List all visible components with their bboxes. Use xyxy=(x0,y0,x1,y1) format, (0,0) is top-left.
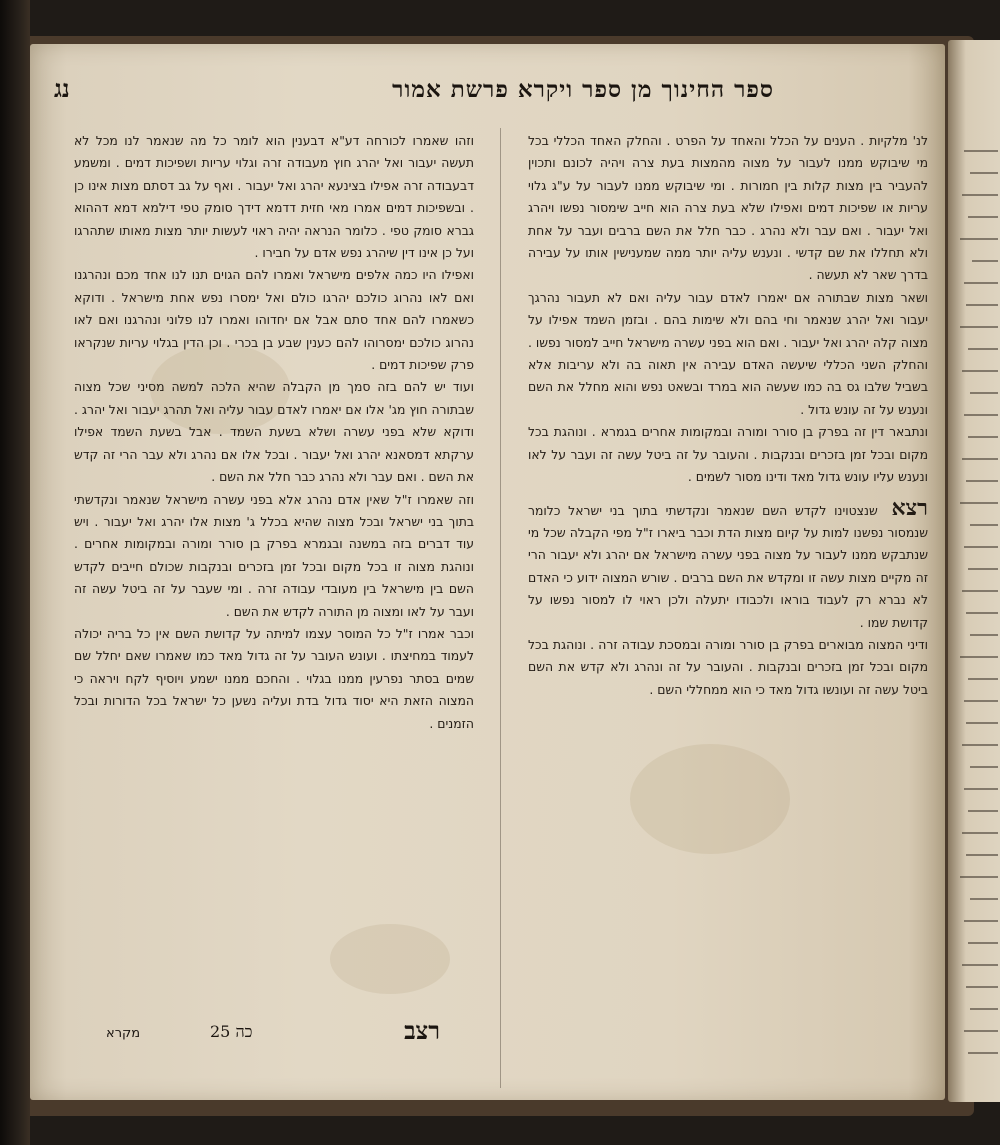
section-lead-word: רצא xyxy=(891,494,928,521)
paragraph: וזה שאמרו ז"ל שאין אדם נהרג אלא בפני עשרה מישראל שנאמר ונקדשתי בתוך בני ישראל ובכל מצוה שהיא בכלל ג' מצות אלו יהרג ואל יעבור . ויש עוד דברים בזה במשנה ובגמרא בפרק בן סורר ומורה ובמקומות אחרים . ונוהגת מצוה זו בכל מקום ובכל זמן בזכרים ובנקבות שכולם חייבים לקדש השם בין מישראל בין מעובדי עבודה זרה . ומי שעבר על זה ביטל עשה זה ועבר על לאו ומצוה מן התורה לקדש את השם . xyxy=(74,491,474,619)
paragraph: ואפילו היו כמה אלפים מישראל ואמרו להם הגוים תנו לנו אחד מכם ונהרגנו ואם לאו נהרוג כולכם יהרגו כולם ואל ימסרו נפש אחת מישראל . ודוקא כשאמרו להם אחד סתם אבל אם יחדוהו ואמרו לנו פלוני ונהרגנו ואם לאו נהרוג כולכם ימסרוהו להם כענין שבע בן בכרי . וכן הדין בגלוי עריות שנקראו פרק שפיכות דמים . xyxy=(74,267,474,373)
catchword: מקרא xyxy=(106,1026,141,1041)
paragraph xyxy=(528,494,928,634)
page-footer xyxy=(60,1016,480,1056)
paragraph: ושאר מצות שבתורה אם יאמרו לאדם עבור עליה ואם לא תעבור נהרגך יעבור ואל יהרג שנאמר וחי בהם ולא שימות בהם . ובזמן השמד אפילו על מצוה קלה יהרג ואל יעבור . ואם הוא בפני עשרה מישראל חייב למסור נפשו . והחלק השני הכללי שיעשה האדם עבירה אין תאוה בה ולא עריבות אלא בשביל שלבו גס בה כמו שעשה הוא במרד ובשאט נפש והוא מחלל את השם ונענש על זה עונש גדול . xyxy=(528,289,928,417)
paragraph: לנ' מלקיות . הענים על הכלל והאחד על הפרט . והחלק האחד הכללי בכל מי שיבוקש ממנו לעבור על מצוה מהמצות בעת צרה ויהיה לכונם ותכוין להעביר בין מצות קלות בין חמורות . ומי שיבוקש ממנו לעבור על ע"ג גלוי עריות או שפיכות דמים ואפילו שלא בעת צרה הוא חייב שימסור נפשו ויהרג ואל יעבור . ואם עבר ולא נהרג . כבר חלל את השם ברבים ועבר על אחת ולא תחללו את שם קדשי . ונענש עליה יותר ממה שמענישין אותו על עבירה בדרך שאר לא תעשה . xyxy=(528,133,928,283)
page-number: נג xyxy=(54,74,70,103)
column-divider xyxy=(500,128,501,1088)
paragraph: ועוד יש להם בזה סמך מן הקבלה שהיא הלכה למשה מסיני שכל מצוה שבתורה חוץ מג' אלו אם יאמרו לאדם עבור עליה ואל תהרג יעבור ואל יהרג . ודוקא שלא בפני עשרה ושלא בשעת השמד . אבל בשעת השמד אפילו ערקתא דמסאנא יהרג ואל יעבור . ובכל אלו אם נהרג ולא עבר הרי זה קדש את השם . ואם עבר ולא נהרג כבר חלל את השם . xyxy=(74,379,474,485)
paragraph: ודיני המצוה מבוארים בפרק בן סורר ומורה ובמסכת עבודה זרה . ונוהגת בכל מקום ובכל זמן בזכרים ובנקבות . והעובר על זה ונהרג ולא קדש את השם ביטל עשה זה ועונשו גדול מאד כי הוא ממחללי השם . xyxy=(528,636,928,697)
paragraph: ונתבאר דין זה בפרק בן סורר ומורה ובמקומות אחרים בגמרא . ונוהגת בכל מקום ובכל זמן בזכרים ובנקבות . והעובר על זה ביטל עשה זה ועבר על לאו ונענש עליו עונש גדול מאד ודינו מסור לשמים . xyxy=(528,424,928,485)
right-text-column xyxy=(528,130,928,1080)
running-title: ספר החינוך מן ספר ויקרא פרשת אמור xyxy=(392,76,774,103)
paragraph: וזהו שאמרו לכורחה דע"א דבענין הוא לומר כל מה שנאמר לנו מכל לא תעשה יעבור ואל יהרג חוץ מעבודה זרה וגלוי עריות ושפיכות דמים . ומשמע דבעבודה זרה אפילו בצינעא יהרג ואל יעבור . ואף על גב דסתם מצות אינו כן . ובשפיכות דמים אמרו מאי חזית דדמא דידך סומק טפי דילמא דמא דההוא גברא סומק טפי . כלומר הנראה יהיה ראוי לעשות יותר מצות מאותו שתהרגו ועל כן אינו דין שיהרג נפש אדם על חבירו . xyxy=(74,133,474,261)
paragraph-text: שנצטוינו לקדש השם שנאמר ונקדשתי בתוך בני ישראל כלומר שנמסור נפשנו למות על קיום מצות הדת וכבר ביארו ז"ל מפי הקבלה שכל מי שנתבקש ממנו לעבור על מצוה בפני עשרה מישראל אם יהרג ולא יעבור הרי זה מקיים מצות עשה זו ומקדש את השם ברבים . שורש המצוה ידוע כי האדם לא נברא רק לעבוד בוראו ולכבודו יתעלה ולכן ראוי לו למסור נפשו על קדושת שמו . xyxy=(528,502,928,630)
left-text-column xyxy=(74,130,474,1080)
paragraph: וכבר אמרו ז"ל כל המוסר עצמו למיתה על קדושת השם אין כל בריה יכולה לעמוד במחיצתו . ועונש העובר על זה גדול מאד כמו שאמרו שאם יחלל שם שמים בסתר נפרעין ממנו בגלוי . והחכם ממנו ישמע ויוסיף לקח ויראה כי המצוה הזאת היא יסוד גדול בדת ועליה נשען כל ישראל בכל הדורות ובכל הזמנים . xyxy=(74,625,474,731)
signature-mark: כה 25 xyxy=(210,1022,253,1041)
page-header xyxy=(44,70,924,110)
book-spine xyxy=(0,0,30,1145)
adjacent-page-edge xyxy=(948,40,1000,1102)
section-lead-word: רצב xyxy=(404,1016,440,1045)
